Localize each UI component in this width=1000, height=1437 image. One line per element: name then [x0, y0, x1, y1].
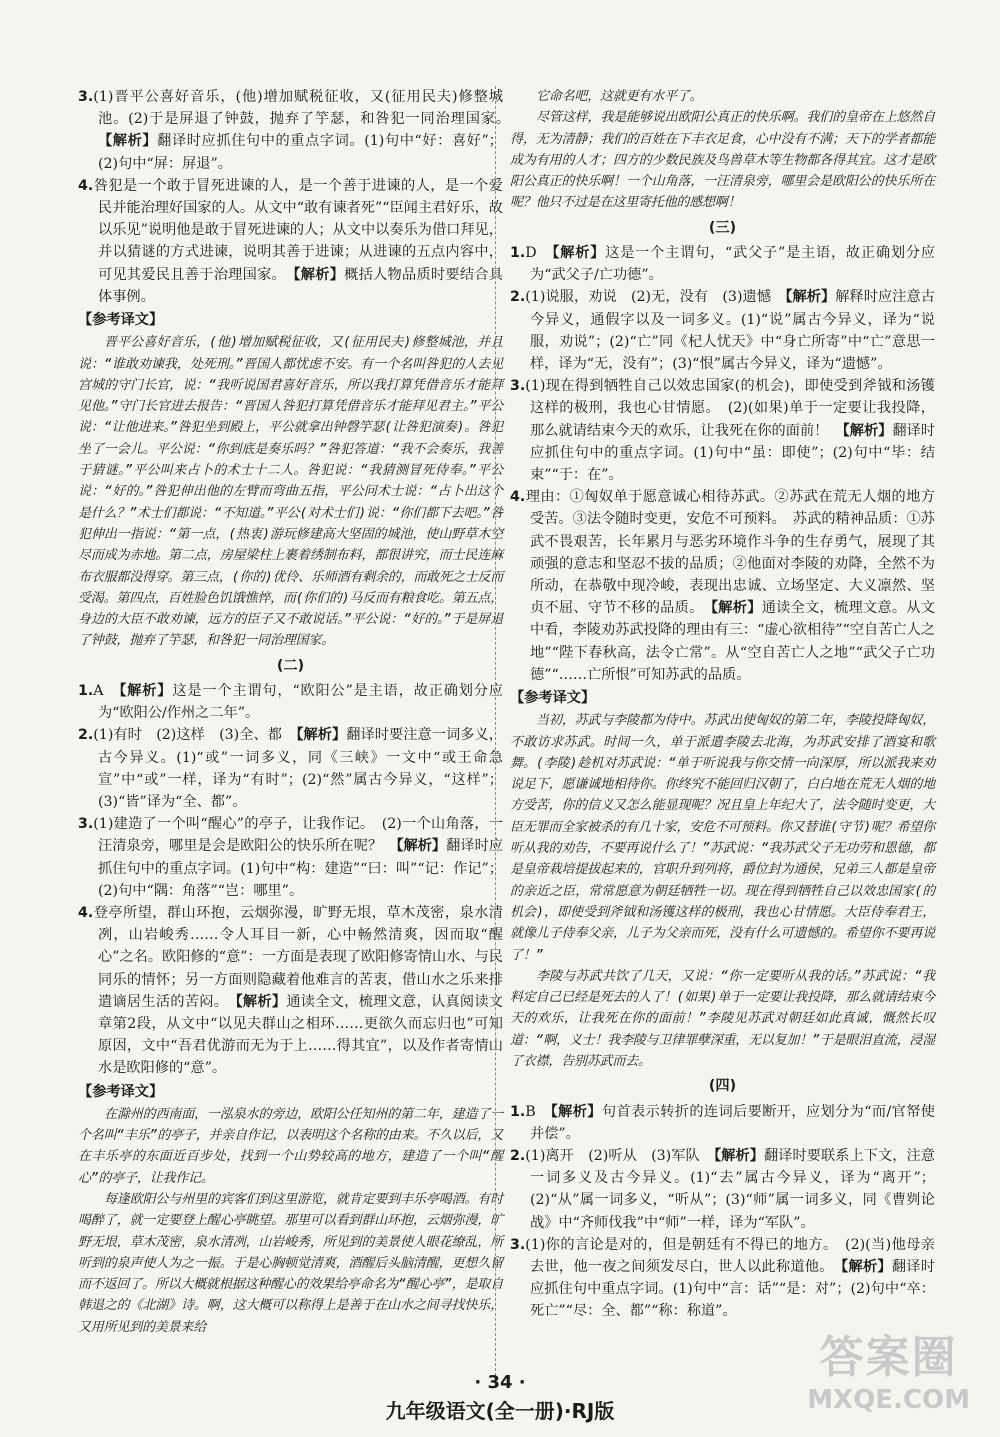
answer-item [510, 1145, 935, 1234]
analysis-label: 【解析】 [550, 1103, 602, 1120]
analysis-text: 翻译时应抓住句中的重点字词。(1)句中“构：建造”“曰：叫”“记：作记”；(2)句中“隅：角落”“岂：哪里”。 [98, 838, 503, 899]
answer-number: 1. [78, 682, 94, 699]
analysis-text: 通读全文，梳理文意，认真阅读文章第2段，从文中“以见夫群山之相环……更欲久而忘归也”可知原因，文中“吾君优游而无为于上……得其宜”，以及作者寄情山水是欧阳修的“意”。 [98, 993, 503, 1077]
answer-item [510, 1101, 935, 1145]
analysis-label: 【解析】 [714, 1147, 764, 1164]
left-column [78, 86, 503, 1338]
answer-text: B [525, 1103, 536, 1120]
reference-translation-heading: 【参考译文】 [78, 1083, 164, 1100]
watermark-url: MXQE.COM [807, 1385, 970, 1415]
answer-item [78, 175, 503, 308]
book-title: 九年级语文(全一册)·RJ版 [385, 1399, 615, 1423]
translation-paragraph: 在滁州的西南面，一泓泉水的旁边，欧阳公任知州的第二年，建造了一个名叫“丰乐”的亭子，并亲自作记，以表明这个名称的由来。不久以后，又在丰乐亭的东面近百步处，找到一个山势较高的地方，建造了一个叫“醒心”的亭子，让我作记。 [78, 1106, 503, 1186]
analysis-label: 【解析】 [296, 727, 347, 744]
right-column [510, 86, 935, 1323]
reference-translation-heading: 【参考译文】 [78, 312, 164, 329]
translation-paragraph: 每逢欧阳公与州里的宾客们到这里游览，就肯定要到丰乐亭喝酒。有时喝醉了，就一定要登上醒心亭眺望。那里可以看到群山环抱，云烟弥漫，旷野无垠，草木茂密，泉水清冽，山岩峻秀，所见到的美景使人眼花缭乱，所听到的泉声使人为之一振。于是心胸顿觉清爽，酒醒后头脑清醒，更想久留而不返回了。所以大概就根据这种醒心的效果给亭命名为“醒心亭”，是取自韩退之的《北湖》诗。啊，这大概可以称得上是善于在山水之间寻找快乐，又用所见到的美景来给 [78, 1191, 503, 1335]
answer-number: 4. [78, 177, 94, 194]
analysis-text: 翻译时应抓住句中的重点字词。(1)句中“好：喜好”；(2)句中“屏：屏退”。 [98, 133, 503, 172]
answer-item [78, 724, 503, 813]
answer-text: 理由：①匈奴单于愿意诚心相待苏武。②苏武在荒无人烟的地方受苦。③法令随时变更，安危不可预料。 苏武的精神品质：①苏武不畏艰苦，长年累月与恶劣环境作斗争的生存勇气，展现了其顽强的意志和坚忍不拔的品质；②他面对李陵的劝降，全然不为所动，在恭敬中现冷峻，表现出忠诚、立场坚定、大义凛然、坚贞不屈、守节不移的品质。 [525, 489, 935, 617]
watermark-text: 答案圈 [819, 1332, 958, 1383]
answer-text: 咎犯是一个敢于冒死进谏的人，是一个善于进谏的人，是一个爱民并能治理好国家的人。从文中“敢有谏者死”“臣闻主君好乐，故以乐见”说明他是敢于冒死进谏的人；从文中以奏乐为借口拜见，并以猜谜的方式进谏，说明其善于进谏；从进谏的五点内容中，可见其爱民且善于治理国家。 [93, 177, 503, 283]
analysis-text: 概括人物品质时要结合具体事例。 [98, 266, 503, 305]
analysis-text: 这是一个主谓句，“欧阳公”是主语，故正确划分应为“欧阳公/作州之二年”。 [98, 682, 503, 722]
answer-item [78, 813, 503, 902]
answer-text: 登亭所望，群山环抱，云烟弥漫，旷野无垠，草木茂密，泉水清冽，山岩峻秀……令人耳目一新，心中畅然清爽，因而取“醒心”之名。欧阳修的“意”：一方面是表现了欧阳修寄情山水、与民同乐的情怀；另一方面则隐藏着他难言的苦衷，借山水之乐来排遣谪居生活的苦闷。 [93, 904, 503, 1010]
answer-item [78, 680, 503, 724]
watermark-logo [807, 1321, 970, 1415]
answer-text: (1)晋平公喜好音乐，(他)增加赋税征收，又(征用民夫)修整城池。(2)于是屏退了钟鼓，抛弃了竽瑟，和咎犯一同治理国家。 [93, 89, 503, 128]
answer-number: 2. [510, 289, 526, 306]
analysis-text: 这是一个主谓句，“武父子”是主语，故正确划分应为“武父子/亡功德”。 [530, 244, 935, 284]
translation-paragraph: 尽管这样，我是能够说出欧阳公真正的快乐啊。我们的皇帝在上悠然自得，无为清静；我们的百姓在下丰衣足食，心中没有不满；天下的学者都能成为有用的人才；四方的少数民族及鸟兽草木等生物都各得其宜。这才是欧阳公真正的快乐啊！一个山角落，一汪清泉旁，哪里会是欧阳公的快乐所在呢？他只不过是在这里寄托他的感想啊！ [510, 110, 935, 211]
analysis-text: 翻译时应抓住句中的重点字词。(1)句中“虽：即使”；(2)句中“毕：结束”“于：在”。 [530, 422, 935, 484]
analysis-label: 【解析】 [842, 422, 893, 439]
answer-item [78, 86, 503, 175]
answer-text: (1)有时 (2)这样 (3)全、都 [93, 727, 283, 744]
section-heading: (四) [708, 1078, 737, 1095]
section-heading: (三) [708, 219, 737, 236]
answer-item [510, 1234, 935, 1323]
analysis-label: 【解析】 [552, 244, 606, 261]
analysis-text: 翻译时要注意一词多义，古今异义。(1)“或”一词多义，同《三峡》一文中“或王命急宣”中“或”一样，译为“有时”；(2)“然”属古今异义，“这样”；(3)“皆”译为“全、都”。 [98, 727, 503, 810]
answer-item [510, 486, 935, 686]
answer-item [78, 902, 503, 1080]
answer-text: (1)现在得到牺牲自己以效忠国家(的机会)，即使受到斧钺和汤镬这样的极刑，我也心甘情愿。 (2)(如果)单于一定要让我投降，那么就请结束今天的欢乐，让我死在你的面前！ [525, 378, 935, 439]
section-heading: (二) [276, 657, 305, 674]
answer-text: (1)建造了一个叫“醒心”的亭子，让我作记。 (2)一个山角落，一汪清泉旁，哪里是会是欧阳公的快乐所在呢？ [93, 816, 503, 855]
analysis-text: 通读全文，梳理文意。从文中看，李陵劝苏武投降的理由有三：“虚心欲相待”“空自苦亡人之地”“陛下春秋高，法令亡常”。从“空自苦亡人之地”“武父子亡功德”“……亡所恨”可知苏武的品质。 [530, 600, 935, 683]
analysis-label: 【解析】 [235, 993, 287, 1010]
answer-number: 3. [510, 378, 526, 395]
answer-text: D [525, 244, 537, 261]
analysis-label: 【解析】 [293, 266, 345, 283]
analysis-label: 【解析】 [841, 1258, 892, 1275]
answer-text: (1)说服，劝说 (2)无，没有 (3)遗憾 [525, 289, 772, 306]
analysis-text: 翻译时要联系上下文，注意一词多义及古今异义。(1)“去”属古今异义，译为“离开”；(2)“从”属一词多义，“听从”；(3)“师”属一词多义，同《曹刿论战》中“齐师伐我”中“师”一样，译为“军队”。 [530, 1147, 935, 1231]
analysis-label: 【解析】 [119, 682, 173, 699]
page-number: · 34 · [474, 1372, 526, 1393]
answer-number: 4. [510, 489, 526, 506]
analysis-text: 解释时应注意古今异义，通假字以及一词多义。(1)“说”属古今异义，译为“说服，劝说”；(2)“亡”同《杞人忧天》中“身亡所寄”中“亡”意思一样，译为“无，没有”；(3)“恨”属古今异义，译为“遗憾”。 [530, 289, 935, 372]
answer-number: 2. [510, 1147, 526, 1164]
reference-translation-heading: 【参考译文】 [510, 690, 596, 707]
answer-text: (1)你的言论是对的，但是朝廷有不得已的地方。 (2)(当)他母亲去世，他一夜之间须发尽白，世人以此称道他。 [525, 1236, 935, 1275]
answer-number: 4. [78, 904, 94, 921]
translation-paragraph: 晋平公喜好音乐，(他)增加赋税征收，又(征用民夫)修整城池，并且说：“谁敢劝谏我，处死刑。”晋国人都忧虑不安。有一个名叫咎犯的人去见宫城的守门长官，说：“我听说国君喜好音乐，所以我打算凭借音乐才能拜见他。”守门长官进去报告：“晋国人咎犯打算凭借音乐才能拜见君主。”平公说：“让他进来。”咎犯坐到殿上，平公就拿出钟磬竽瑟(让咎犯演奏)。咎犯坐了一会儿。平公说：“你到底是奏乐吗？”咎犯答道：“我不会奏乐，我善于猜谜。”平公叫来占卜的术士十二人。咎犯说：“我猜测冒死侍奉。”平公说：“好的。”咎犯伸出他的左臂而弯曲五指，平公问术士说：“占卜出这个是什么？”术士们都说：“不知道。”平公(对术士们)说：“你们都下去吧。”咎犯伸出一指说：“第一点，(热衷)游玩修建高大坚固的城池，使山野草木空尽而成为赤地。第二点，房屋梁柱上裹着绣制布料，都很讲究，而士民连麻布衣服都没得穿。第三点，(你的)优伶、乐师酒有剩余的，而敢死之士反而受渴。第四点，百姓脸色饥饿憔悴，而(你们的)马反而有粮食吃。第五点，身边的大臣不敢劝谏，远方的臣子又不敢说话。”平公说：“好的。”于是屏退了钟鼓，抛弃了竽瑟，和咎犯一同治理国家。 [78, 335, 503, 649]
analysis-text: 翻译时应抓住句中重点字词。(1)句中“言：话”“是：对”；(2)句中“卒：死亡”“尽：全、都”“称：称道”。 [530, 1258, 935, 1320]
answer-text: A [93, 682, 104, 699]
translation-paragraph: 当初，苏武与李陵都为侍中。苏武出使匈奴的第二年，李陵投降匈奴，不敢访求苏武。时间一久，单于派遣李陵去北海，为苏武安排了酒宴和歌舞。(李陵)趁机对苏武说：“单于听说我与你交情一向深厚，所以派我来劝说足下，愿谦诚地相待你。你终究不能回归汉朝了，白白地在荒无人烟的地方受苦，你的信义又怎么能显现呢？况且皇上年纪大了，法令随时变更，大臣无罪而全家被杀的有几十家，安危不可预料。你又替谁(守节)呢？希望你听从我的劝告，不要再说什么了！”苏武说：“我苏武父子无功劳和恩德，都是皇帝栽培提拔起来的，官职升到列将，爵位封为通侯，兄弟三人都是皇帝的亲近之臣，常常愿意为朝廷牺牲一切。现在得到牺牲自己以效忠国家(的机会)，即使受到斧钺和汤镬这样的极刑，我也心甘情愿。大臣侍奉君王，就像儿子侍奉父亲，儿子为父亲而死，没有什么可遗憾的。希望你不要再说了！” [510, 713, 935, 963]
analysis-label: 【解析】 [710, 600, 762, 617]
translation-paragraph: 它命名吧，这就更有水平了。 [536, 89, 703, 104]
answer-number: 2. [78, 727, 94, 744]
translation-paragraph: 李陵与苏武共饮了几天，又说：“你一定要听从我的话。”苏武说：“我料定自己已经是死去的人了！(如果)单于一定要让我投降，那么就请结束今天的欢乐，让我死在你的面前！”李陵见苏武对朝廷如此真诚，慨然长叹道：“啊，义士！我李陵与卫律罪孽深重，无以复加！”于是眼泪直流，浸湿了衣襟，告别苏武而去。 [510, 968, 935, 1069]
analysis-label: 【解析】 [98, 133, 158, 150]
column-divider [495, 86, 496, 1376]
answer-number: 3. [510, 1236, 526, 1253]
analysis-label: 【解析】 [396, 838, 447, 855]
answer-item [510, 375, 935, 486]
analysis-label: 【解析】 [785, 289, 836, 306]
answer-number: 3. [78, 89, 94, 105]
answer-item [510, 286, 935, 375]
answer-number: 1. [510, 1103, 526, 1120]
answer-number: 3. [78, 816, 94, 833]
answer-item [510, 242, 935, 286]
analysis-text: 句首表示转折的连词后要断开，应划分为“而/官帑使并偿”。 [530, 1103, 935, 1142]
answer-text: (1)离开 (2)听从 (3)军队 [525, 1147, 700, 1164]
answer-number: 1. [510, 244, 526, 261]
